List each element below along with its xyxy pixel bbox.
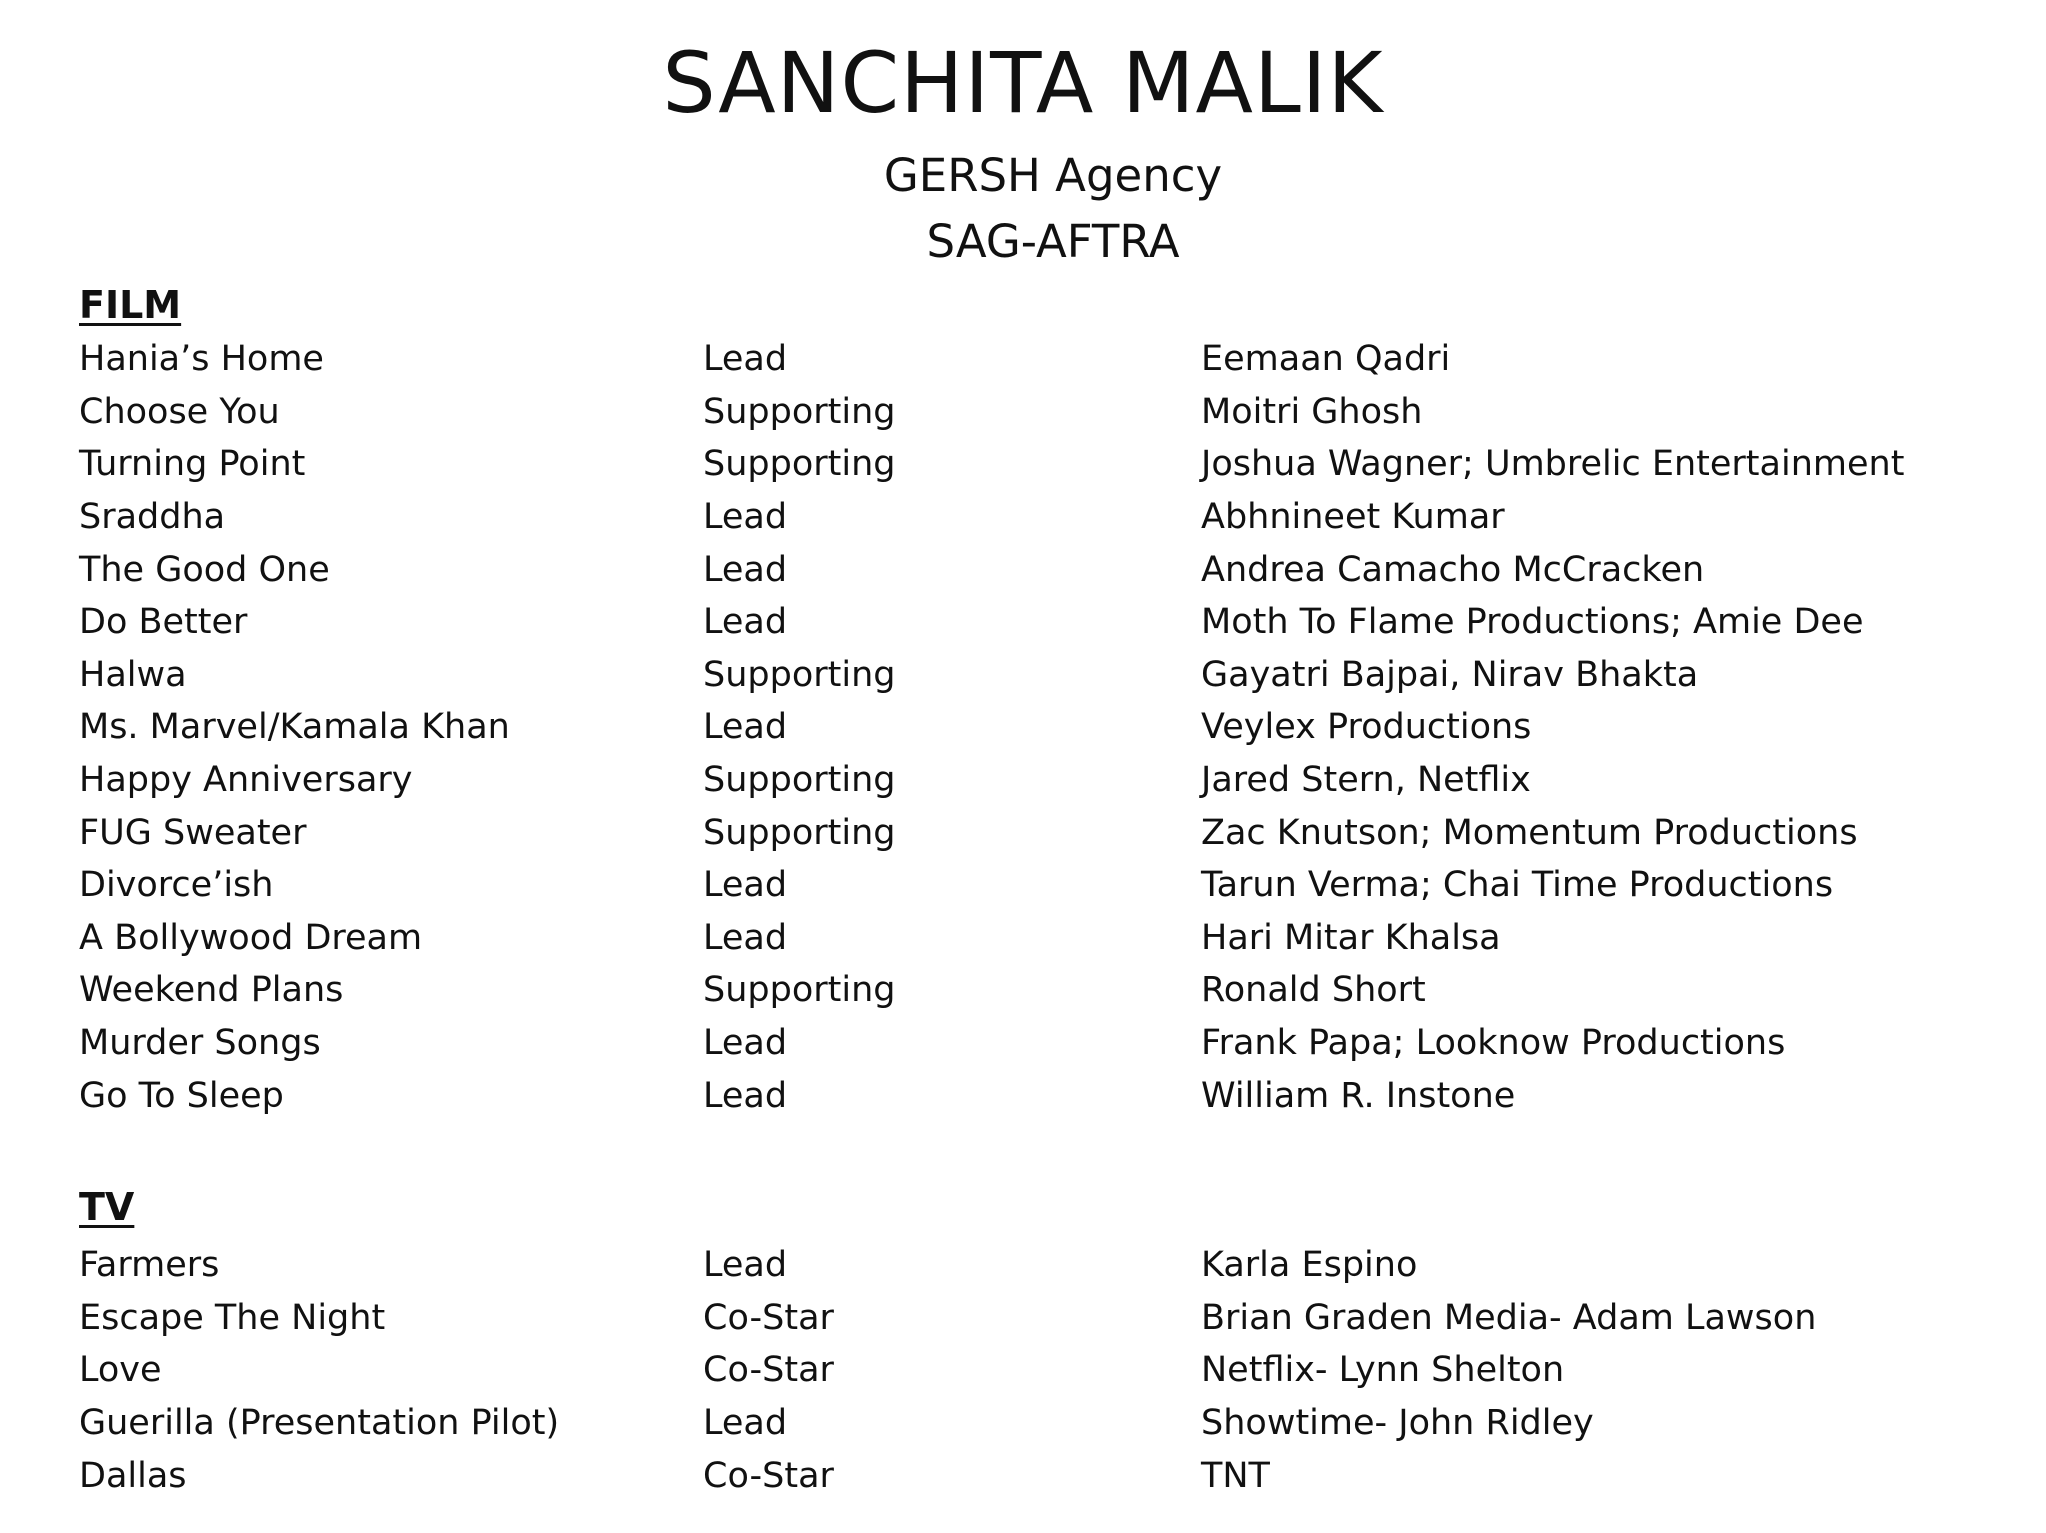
credit-role: Lead <box>703 1245 788 1286</box>
credit-title: Guerilla (Presentation Pilot) <box>79 1403 560 1444</box>
film-credit-row <box>79 438 1979 491</box>
credit-role: Lead <box>703 602 788 643</box>
credit-production: Tarun Verma; Chai Time Productions <box>1201 865 1834 906</box>
film-credit-row <box>79 964 1979 1017</box>
film-credit-row <box>79 701 1979 754</box>
credit-role: Lead <box>703 1403 788 1444</box>
credit-title: Love <box>79 1350 162 1391</box>
tv-credit-row <box>79 1449 1979 1502</box>
credit-title: Escape The Night <box>79 1297 386 1338</box>
film-credit-row <box>79 1069 1979 1122</box>
credit-title: Turning Point <box>79 444 306 485</box>
credit-title: Go To Sleep <box>79 1075 284 1116</box>
film-credit-row <box>79 806 1979 859</box>
film-section-heading: FILM <box>79 283 182 327</box>
credit-title: Happy Anniversary <box>79 760 413 801</box>
credit-role: Lead <box>703 497 788 538</box>
credit-role: Lead <box>703 707 788 748</box>
credit-role: Co-Star <box>703 1297 834 1338</box>
film-credit-row <box>79 1017 1979 1070</box>
actor-name: SANCHITA MALIK <box>662 34 1384 132</box>
credit-production: Gayatri Bajpai, Nirav Bhakta <box>1201 654 1699 695</box>
credit-production: Karla Espino <box>1201 1245 1418 1286</box>
credit-title: A Bollywood Dream <box>79 917 423 958</box>
credit-title: Farmers <box>79 1245 220 1286</box>
credit-title: Do Better <box>79 602 248 643</box>
film-credit-row <box>79 386 1979 439</box>
credit-title: Ms. Marvel/Kamala Khan <box>79 707 510 748</box>
film-credit-row <box>79 912 1979 965</box>
credit-role: Lead <box>703 917 788 958</box>
credit-production: Zac Knutson; Momentum Productions <box>1201 812 1858 853</box>
credit-title: The Good One <box>79 549 330 590</box>
tv-credit-row <box>79 1397 1979 1450</box>
credit-production: Ronald Short <box>1201 970 1426 1011</box>
credit-title: Divorce’ish <box>79 865 274 906</box>
credit-production: Joshua Wagner; Umbrelic Entertainment <box>1201 444 1905 485</box>
credit-title: Hania’s Home <box>79 339 324 380</box>
credit-role: Co-Star <box>703 1455 834 1496</box>
tv-credit-row <box>79 1239 1979 1292</box>
credit-production: Showtime- John Ridley <box>1201 1403 1594 1444</box>
film-credit-row <box>79 333 1979 386</box>
credit-role: Supporting <box>703 760 896 801</box>
credit-production: Brian Graden Media- Adam Lawson <box>1201 1297 1817 1338</box>
credit-production: Veylex Productions <box>1201 707 1532 748</box>
credit-production: Hari Mitar Khalsa <box>1201 917 1501 958</box>
credit-title: Dallas <box>79 1455 187 1496</box>
credit-role: Supporting <box>703 654 896 695</box>
credit-production: Eemaan Qadri <box>1201 339 1451 380</box>
credit-role: Lead <box>703 549 788 590</box>
union-affiliation: SAG-AFTRA <box>926 215 1180 268</box>
film-credit-row <box>79 491 1979 544</box>
credit-role: Supporting <box>703 970 896 1011</box>
tv-credit-row <box>79 1344 1979 1397</box>
tv-credits-list <box>79 1239 1979 1502</box>
credit-role: Supporting <box>703 444 896 485</box>
credit-role: Lead <box>703 1075 788 1116</box>
film-credit-row <box>79 754 1979 807</box>
film-credit-row <box>79 649 1979 702</box>
film-credit-row <box>79 596 1979 649</box>
agency-name: GERSH Agency <box>883 149 1223 202</box>
credit-production: Netflix- Lynn Shelton <box>1201 1350 1565 1391</box>
credit-production: Moitri Ghosh <box>1201 391 1423 432</box>
film-credit-row <box>79 543 1979 596</box>
credit-title: Weekend Plans <box>79 970 344 1011</box>
credit-production: Andrea Camacho McCracken <box>1201 549 1705 590</box>
credit-production: William R. Instone <box>1201 1075 1516 1116</box>
credit-title: Sraddha <box>79 497 226 538</box>
credit-title: Murder Songs <box>79 1023 321 1064</box>
credit-role: Lead <box>703 1023 788 1064</box>
tv-section-heading: TV <box>79 1185 135 1229</box>
credit-role: Supporting <box>703 812 896 853</box>
credit-title: Choose You <box>79 391 280 432</box>
credit-role: Supporting <box>703 391 896 432</box>
credit-title: Halwa <box>79 654 187 695</box>
film-credit-row <box>79 859 1979 912</box>
credit-production: Jared Stern, Netflix <box>1201 760 1531 801</box>
credit-production: TNT <box>1201 1455 1270 1496</box>
tv-credit-row <box>79 1292 1979 1345</box>
credit-production: Moth To Flame Productions; Amie Dee <box>1201 602 1864 643</box>
film-credits-list <box>79 333 1979 1122</box>
credit-title: FUG Sweater <box>79 812 307 853</box>
credit-role: Lead <box>703 339 788 380</box>
credit-production: Abhnineet Kumar <box>1201 497 1505 538</box>
credit-role: Lead <box>703 865 788 906</box>
credit-production: Frank Papa; Looknow Productions <box>1201 1023 1786 1064</box>
credit-role: Co-Star <box>703 1350 834 1391</box>
